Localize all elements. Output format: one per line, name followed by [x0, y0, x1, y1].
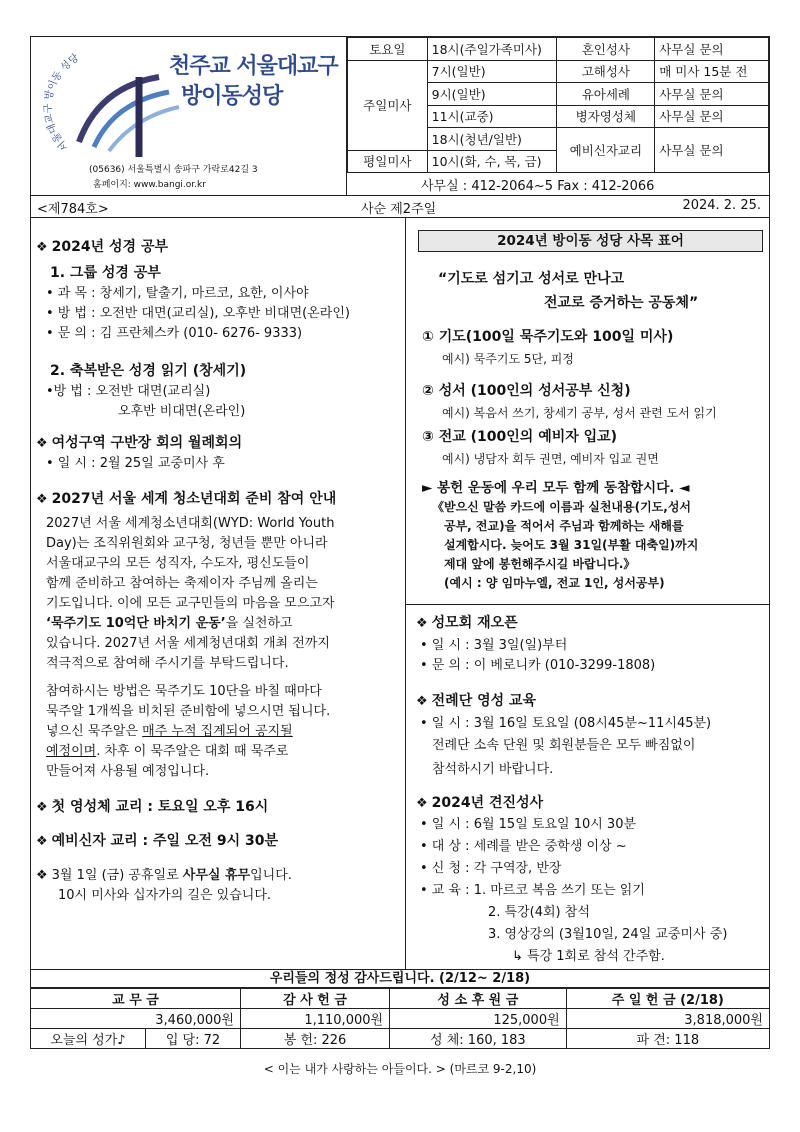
goal-prayer: ① 기도(100일 묵주기도와 100일 미사) [422, 329, 674, 345]
issue-date: 2024. 2. 25. [682, 198, 761, 213]
bible-line: • 문 의 : 김 프란체스카 (010- 6276- 9333) [46, 326, 303, 341]
service-name: 혼인성사 [557, 38, 655, 61]
sunday-time: 7시(일반) [427, 60, 557, 83]
diamond-icon: ❖ [416, 616, 428, 631]
women-line: • 일 시 : 2월 25일 교중미사 후 [46, 456, 225, 471]
service-name: 고해성사 [557, 60, 655, 83]
diamond-icon: ❖ [36, 436, 48, 451]
motto-box-title: 2024년 방이동 성당 사목 표어 [418, 230, 763, 252]
diamond-icon: ❖ [416, 796, 428, 811]
bible-line: • 방 법 : 오전반 대면(교리실), 오후반 비대면(온라인) [46, 306, 350, 321]
section-heading: ❖ 성모회 재오픈 [416, 615, 518, 631]
confirm-line: 2. 특강(4회) 참석 [488, 905, 590, 920]
confirm-line: • 대 상 : 세례를 받은 중학생 이상 ~ [420, 839, 627, 854]
mothers-line: • 일 시 : 3월 3일(일)부터 [420, 638, 568, 653]
goal-evangelization: ③ 전교 (100인의 예비자 입교) [422, 429, 618, 445]
bulletin-header [30, 36, 770, 196]
motto-line-1: “기도로 섬기고 성서로 만나고 [438, 271, 625, 287]
section-heading: ❖ 2024년 견진성사 [416, 795, 544, 811]
offering-header: 교 무 금 [31, 989, 241, 1009]
section-heading: ❖ 2024년 성경 공부 [36, 239, 168, 255]
bible-line: • 과 목 : 창세기, 탈출기, 마르코, 요한, 이사야 [46, 286, 309, 301]
offerings-table [30, 988, 770, 1049]
offering-value: 125,000원 [390, 1009, 567, 1029]
offering-header: 주 일 헌 금 (2/18) [566, 989, 769, 1009]
saturday-time: 18시(주일가족미사) [427, 38, 557, 61]
left-column [36, 236, 401, 906]
goal-example: 예시) 묵주기도 5단, 피정 [442, 352, 574, 366]
altar-line: • 일 시 : 3월 16일 토요일 (08시45분~11시45분) [420, 716, 712, 731]
altar-line: 전례단 소속 단원 및 회원분들은 모두 빠짐없이 [432, 738, 696, 753]
sunday-time: 11시(교중) [427, 105, 557, 128]
logo-area [31, 37, 347, 195]
goal-example: 예시) 복음서 쓰기, 창세기 공부, 성서 관련 도서 읽기 [442, 406, 717, 420]
issue-number: <제784호> [37, 202, 109, 217]
confirm-line: ↳ 특강 1회로 참석 간주함. [512, 949, 665, 964]
goal-example: 예시) 냉담자 회두 권면, 예비자 입교 권면 [442, 452, 659, 466]
svg-text:서울대교구 방이동 성당: 서울대교구 방이동 성당 [42, 52, 81, 153]
mass-schedule-table [347, 37, 769, 173]
diamond-icon: ❖ [416, 694, 428, 709]
weekday-label: 평일미사 [348, 150, 428, 173]
homepage: 홈페이지: www.bangi.or.kr [93, 180, 206, 190]
pastoral-motto-box [418, 230, 763, 600]
right-section-divider [406, 604, 770, 605]
subheading: 2. 축복받은 성경 읽기 (창세기) [50, 363, 247, 379]
motto-line-2: 전교로 증거하는 공동체” [544, 295, 699, 311]
office-contact: 사무실 : 412-2064~5 Fax : 412-2066 [421, 179, 655, 194]
service-info: 매 미사 15분 전 [655, 60, 769, 83]
sunday-label: 주일미사 [348, 60, 428, 150]
altar-line: 참석하시기 바랍니다. [432, 762, 554, 777]
offering-header: 감 사 헌 금 [241, 989, 390, 1009]
campaign-details: 《받으신 말씀 카드에 이름과 실천내용(기도,성서 공부, 전교)을 적어서 주님과 함께하는 새해를 설계합시다. 늦어도 3월 31일(부활 대축일)까지 제대 앞에 봉헌해주시길 바랍니다.》 (예시 : 양 임마누엘, 전교 1인, 성서공부) [432, 500, 699, 590]
service-info: 사무실 문의 [655, 83, 769, 106]
service-name: 예비신자교리 [557, 128, 655, 173]
service-info: 사무실 문의 [655, 128, 769, 173]
holiday-notice-line2: 10시 미사와 십자가의 길은 있습니다. [58, 888, 272, 903]
wyd-paragraph-1: 2027년 서울 세계청소년대회(WYD: World Youth Day)는 조직위원회와 교구청, 청년들 뿐만 아니라 서울대교구의 모든 성직자, 수도자, 평신도들이 함께 준비하고 참여하는 축제이자 주님께 올리는 기도입니다. 이에 모든 교구민들의 마음을 모으고자 ‘묵주기도 10억단 바치기 운동’을 실천하고 있습니다. 2027년 서울 세계청년대회 개최 전까지 적극적으로 참여해 주시기를 부탁드립니다. [46, 516, 335, 671]
section-heading: ❖ 예비신자 교리 : 주일 오전 9시 30분 [36, 833, 279, 849]
column-divider [405, 218, 406, 970]
parish-name-line1: 천주교 서울대교구 [169, 54, 338, 79]
sunday-time: 9시(일반) [427, 83, 557, 106]
parish-logo [39, 47, 189, 159]
section-heading: ❖ 2027년 서울 세계 청소년대회 준비 참여 안내 [36, 491, 337, 507]
hymn-label: 오늘의 성가♪ [31, 1029, 146, 1049]
issue-bar [30, 196, 770, 218]
bible-line: •방 법 : 오전반 대면(교리실) [46, 384, 211, 399]
bible-line: 오후반 비대면(온라인) [118, 404, 246, 419]
confirm-line: • 일 시 : 6월 15일 토요일 10시 30분 [420, 817, 637, 832]
diamond-icon: ❖ [36, 492, 48, 507]
section-heading: ❖ 첫 영성체 교리 : 토요일 오후 16시 [36, 799, 269, 815]
address: (05636) 서울특별시 송파구 가락로42길 3 [89, 165, 258, 175]
mothers-line: • 문 의 : 이 베로니카 (010-3299-1808) [420, 658, 656, 673]
diamond-icon: ❖ [36, 868, 48, 883]
offering-value: 3,818,000원 [566, 1009, 769, 1029]
hymn-recessional: 파 견: 118 [566, 1029, 769, 1049]
service-info: 사무실 문의 [655, 105, 769, 128]
service-name: 병자영성체 [557, 105, 655, 128]
rosary-campaign-highlight: ‘묵주기도 10억단 바치기 운동’ [46, 616, 226, 631]
confirm-line: 3. 영상강의 (3월10일, 24일 교중미사 중) [488, 927, 728, 942]
weekday-time: 10시(화, 수, 목, 금) [427, 150, 557, 173]
scripture-quote: < 이는 내가 사랑하는 아들이다. > (마르코 9-2,10) [263, 1062, 537, 1076]
hymn-communion: 성 체: 160, 183 [390, 1029, 567, 1049]
diamond-icon: ❖ [36, 800, 48, 815]
confirm-line: • 신 청 : 각 구역장, 반장 [420, 861, 562, 876]
service-name: 유아세례 [557, 83, 655, 106]
hymn-offertory: 봉 헌: 226 [241, 1029, 390, 1049]
goal-scripture: ② 성서 (100인의 성서공부 신청) [422, 383, 631, 399]
offerings-title: 우리들의 정성 감사드립니다. (2/12~ 2/18) [30, 970, 770, 988]
wyd-paragraph-2: 참여하시는 방법은 묵주기도 10단을 바칠 때마다 묵주알 1개씩을 비치된 준비함에 넣으시면 됩니다. 넣으신 묵주알은 매주 누적 집계되어 공지될 예정이며. 차후 이 묵주알은 대회 때 묵주로 만들어져 사용될 예정입니다. [46, 684, 331, 779]
holiday-notice: ❖ 3월 1일 (금) 공휴일로 사무실 휴무입니다. [36, 868, 292, 883]
offering-value: 1,110,000원 [241, 1009, 390, 1029]
diamond-icon: ❖ [36, 240, 48, 255]
confirm-line: • 교 육 : 1. 마르코 복음 쓰기 또는 읽기 [420, 883, 645, 898]
saturday-label: 토요일 [348, 38, 428, 61]
subheading: 1. 그룹 성경 공부 [50, 265, 161, 281]
right-column-notices [416, 612, 768, 968]
section-heading: ❖ 전례단 영성 교육 [416, 693, 537, 709]
service-info: 사무실 문의 [655, 38, 769, 61]
campaign-heading: ► 봉헌 운동에 우리 모두 함께 동참합시다. ◄ [422, 480, 690, 496]
sunday-time: 18시(청년/일반) [427, 128, 557, 151]
hymn-entrance: 입 당: 72 [146, 1029, 241, 1049]
parish-name-line2: 방이동성당 [181, 84, 283, 109]
offering-value: 3,460,000원 [31, 1009, 241, 1029]
liturgical-day: 사순 제2주일 [361, 202, 437, 217]
section-heading: ❖ 여성구역 구반장 회의 월례회의 [36, 435, 243, 451]
offering-header: 성 소 후 원 금 [390, 989, 567, 1009]
diamond-icon: ❖ [36, 834, 48, 849]
